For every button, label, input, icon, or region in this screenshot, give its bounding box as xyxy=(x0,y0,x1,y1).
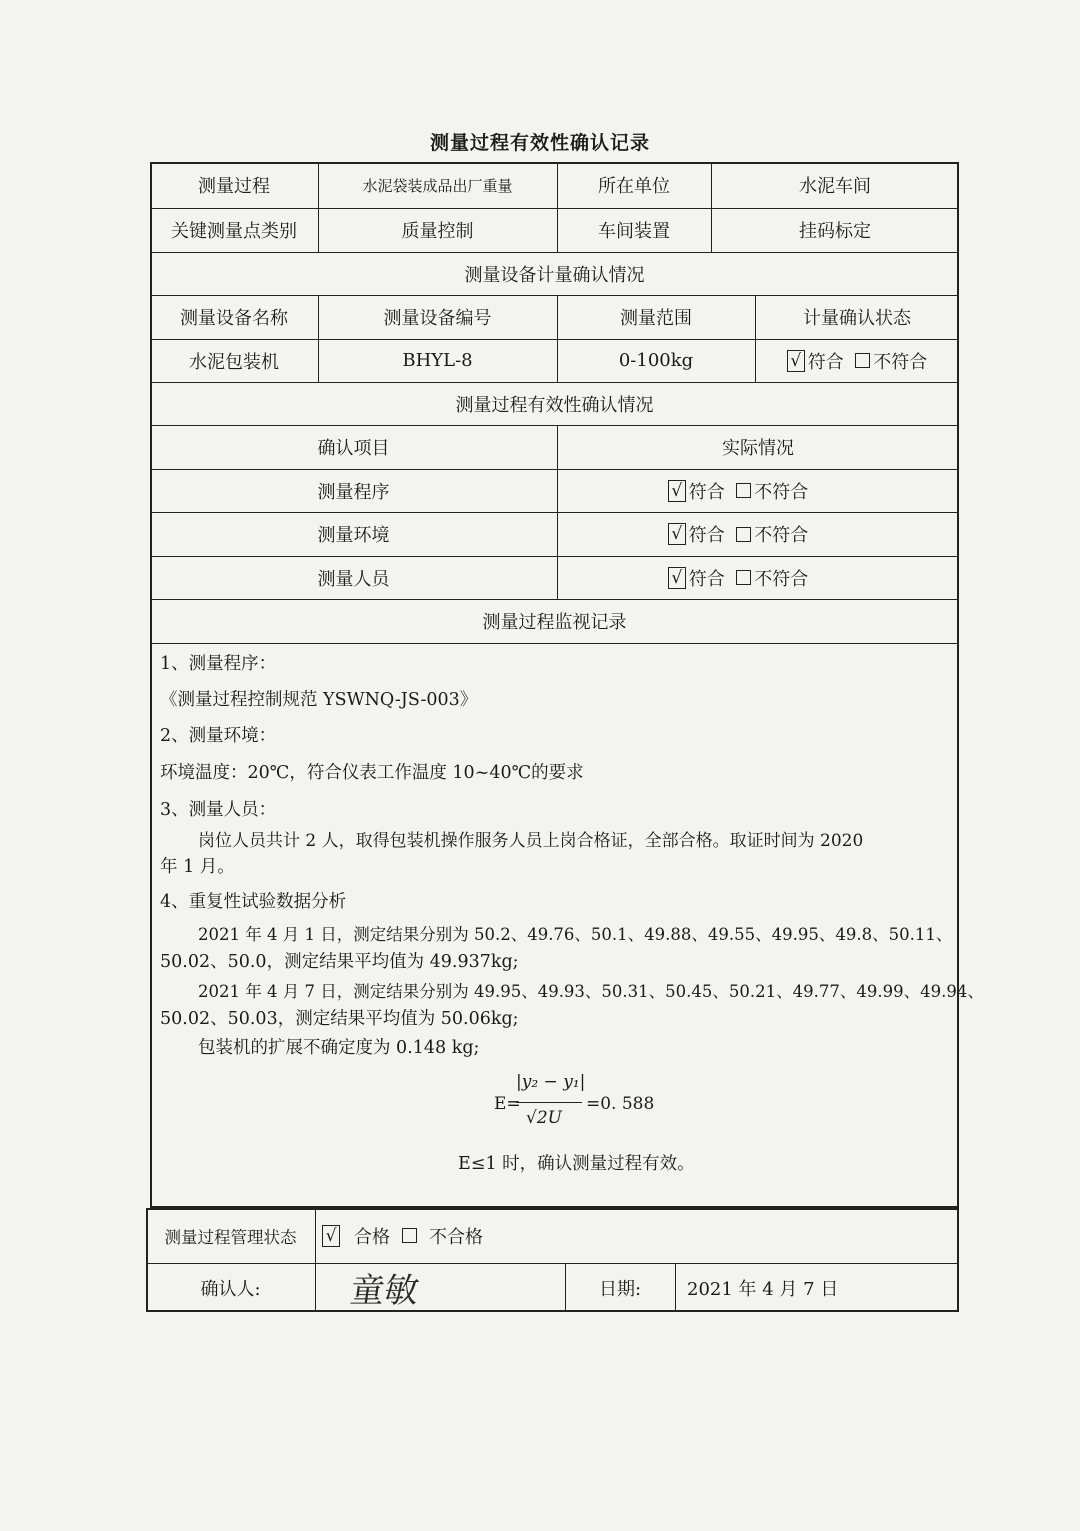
confirm-item-personnel: 测量人员 xyxy=(317,568,390,590)
equip-status xyxy=(755,339,959,382)
monitor-heading-2: 2、测量环境： xyxy=(160,726,277,746)
value-point-type: 质量控制 xyxy=(401,221,474,242)
formula-numerator: |y₂ − y₁| xyxy=(516,1072,586,1092)
monitor-conclusion: E≤1 时，确认测量过程有效。 xyxy=(458,1154,695,1174)
date-label: 日期: xyxy=(598,1278,642,1300)
equip-header-status: 计量确认状态 xyxy=(803,308,911,329)
section-confirmation: 测量过程有效性确认情况 xyxy=(455,394,654,416)
mgmt-pass-label: 合格 xyxy=(354,1226,390,1248)
unchecked-box-icon[interactable] xyxy=(736,570,751,585)
unchecked-box-icon[interactable] xyxy=(736,527,751,542)
confirm-item-environment: 测量环境 xyxy=(317,525,390,546)
formula xyxy=(494,1070,694,1140)
formula-right: =0. 588 xyxy=(586,1094,655,1114)
unchecked-box-icon[interactable] xyxy=(855,353,870,368)
monitor-text-2: 环境温度：20℃，符合仪表工作温度 10~40℃的要求 xyxy=(160,763,584,783)
value-device: 挂码标定 xyxy=(799,221,871,242)
formula-left: E= xyxy=(494,1094,521,1114)
mgmt-label: 测量过程管理状态 xyxy=(164,1227,297,1247)
monitor-text-4e: 包装机的扩展不确定度为 0.148 kg; xyxy=(198,1038,480,1058)
label-device: 车间装置 xyxy=(598,221,670,242)
checked-box-icon[interactable]: √ xyxy=(668,480,686,502)
status-yes-label: 符合 xyxy=(688,525,725,546)
status-no-label: 不符合 xyxy=(754,481,809,503)
confirm-status-environment xyxy=(557,512,919,556)
document-title: 测量过程有效性确认记录 xyxy=(429,132,650,154)
section-monitoring: 测量过程监视记录 xyxy=(482,612,627,633)
checked-box-icon[interactable]: √ xyxy=(668,523,686,545)
confirm-header-actual: 实际情况 xyxy=(722,438,794,459)
formula-denominator: √2U xyxy=(526,1108,562,1128)
section-equipment: 测量设备计量确认情况 xyxy=(464,264,645,286)
checked-box-icon[interactable]: √ xyxy=(787,350,805,372)
equip-code: BHYL-8 xyxy=(402,350,473,371)
unchecked-box-icon[interactable] xyxy=(402,1228,417,1243)
equip-range: 0-100kg xyxy=(618,350,694,371)
monitor-text-3a: 岗位人员共计 2 人，取得包装机操作服务人员上岗合格证，全部合格。取证时间为 2020 xyxy=(198,831,864,851)
confirmer-label: 确认人: xyxy=(200,1278,261,1300)
mgmt-status xyxy=(322,1208,542,1263)
monitor-heading-4: 4、重复性试验数据分析 xyxy=(160,892,347,912)
confirmer-signature: 童敏 xyxy=(347,1271,422,1311)
equip-header-code: 测量设备编号 xyxy=(383,308,492,329)
monitor-text-1: 《测量过程控制规范 YSWNQ-JS-003》 xyxy=(160,690,478,710)
mgmt-fail-label: 不合格 xyxy=(429,1226,483,1248)
confirm-item-procedure: 测量程序 xyxy=(317,481,390,503)
label-unit: 所在单位 xyxy=(598,176,670,197)
equip-header-range: 测量范围 xyxy=(620,308,692,329)
status-yes-label: 符合 xyxy=(688,481,725,503)
date-value: 2021 年 4 月 7 日 xyxy=(687,1278,839,1300)
status-no-label: 不符合 xyxy=(873,351,928,373)
status-no-label: 不符合 xyxy=(754,525,809,546)
confirm-status-personnel xyxy=(557,556,919,599)
status-no-label: 不符合 xyxy=(754,568,809,590)
monitor-heading-3: 3、测量人员： xyxy=(160,800,277,820)
label-point-type: 关键测量点类别 xyxy=(171,221,297,242)
monitor-text-4b: 50.02、50.0，测定结果平均值为 49.937kg; xyxy=(160,952,519,972)
unchecked-box-icon[interactable] xyxy=(736,483,751,498)
checked-box-icon[interactable]: √ xyxy=(668,567,686,589)
label-process: 测量过程 xyxy=(198,176,270,197)
formula-bar xyxy=(516,1102,582,1103)
monitor-text-3b: 年 1 月。 xyxy=(160,857,235,877)
monitor-text-4d: 50.02、50.03，测定结果平均值为 50.06kg; xyxy=(160,1009,519,1029)
value-process: 水泥袋装成品出厂重量 xyxy=(362,176,513,195)
confirm-status-procedure xyxy=(557,469,919,512)
monitor-heading-1: 1、测量程序： xyxy=(160,654,277,674)
status-yes-label: 符合 xyxy=(688,568,725,590)
equip-header-name: 测量设备名称 xyxy=(180,308,288,329)
status-yes-label: 符合 xyxy=(807,351,844,373)
equip-name: 水泥包装机 xyxy=(189,351,279,373)
value-unit: 水泥车间 xyxy=(799,176,871,197)
checked-box-icon[interactable]: √ xyxy=(322,1225,340,1247)
confirm-header-item: 确认项目 xyxy=(317,438,390,459)
monitor-text-4a: 2021 年 4 月 1 日，测定结果分别为 50.2、49.76、50.1、49.88、49.55、49.95、49.8、50.11、 xyxy=(198,925,953,944)
monitor-text-4c: 2021 年 4 月 7 日，测定结果分别为 49.95、49.93、50.31、50.45、50.21、49.77、49.99、49.94、 xyxy=(198,982,984,1001)
